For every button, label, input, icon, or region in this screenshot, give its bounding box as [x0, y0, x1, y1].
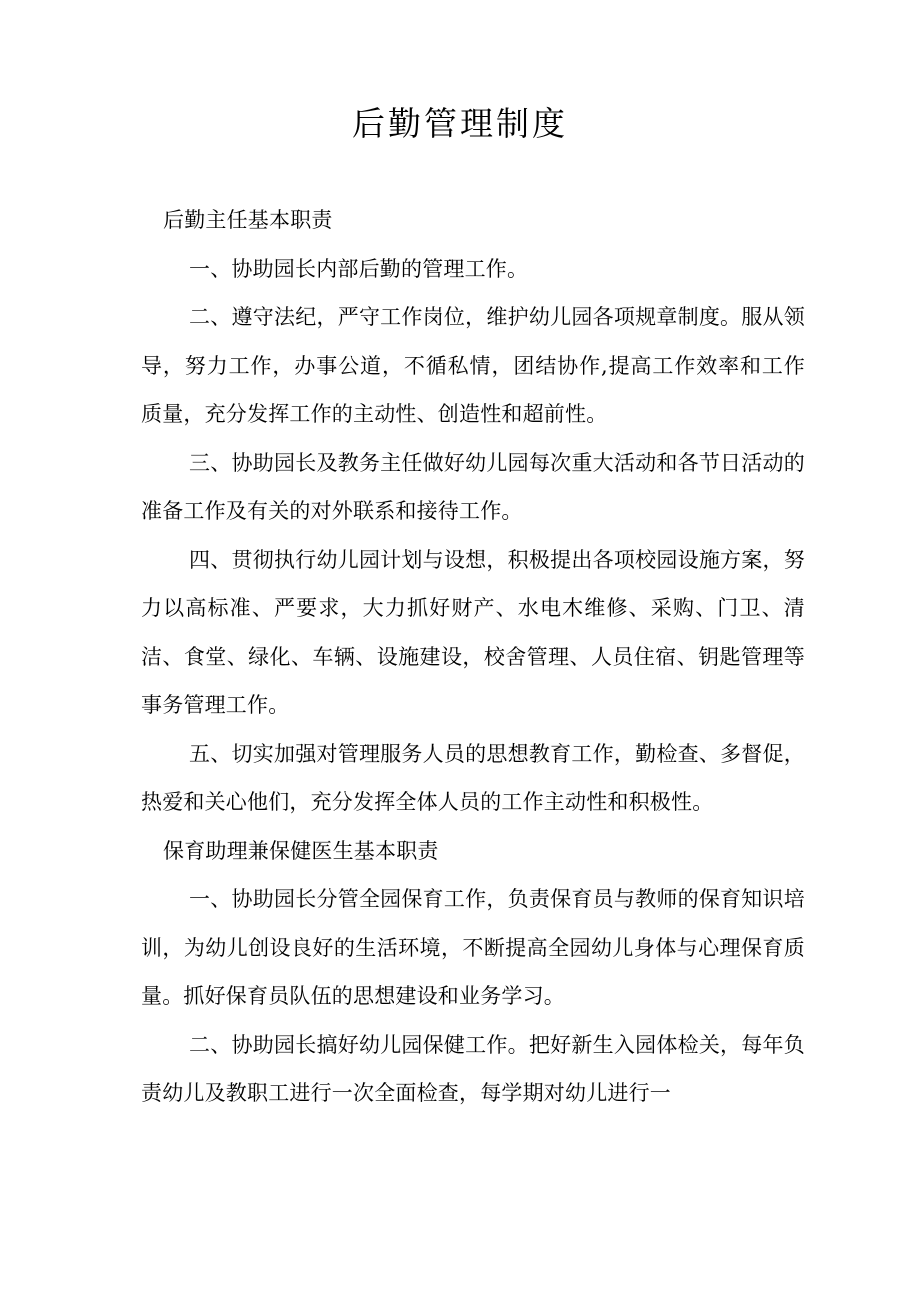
section-heading: 保育助理兼保健医生基本职责 [163, 838, 439, 863]
paragraph: 二、遵守法纪，严守工作岗位，维护幼儿园各项规章制度。服从领导，努力工作，办事公道，不循私情，团结协作,提高工作效率和工作质量，充分发挥工作的主动性、创造性和超前性。 [141, 305, 805, 426]
paragraph: 五、切实加强对管理服务人员的思想教育工作，勤检查、多督促，热爱和关心他们，充分发挥全体人员的工作主动性和积极性。 [141, 741, 805, 814]
document-body [141, 196, 805, 1118]
paragraph: 四、贯彻执行幼儿园计划与设想，积极提出各项校园设施方案，努力以高标准、严要求，大力抓好财产、水电木维修、采购、门卫、清洁、食堂、绿化、车辆、设施建设，校舍管理、人员住宿、钥匙管理等事务管理工作。 [141, 547, 805, 717]
paragraph: 一、协助园长内部后勤的管理工作。 [189, 256, 529, 281]
paragraph: 一、协助园长分管全园保育工作，负责保育员与教师的保育知识培训，为幼儿创设良好的生活环境，不断提高全园幼儿身体与心理保育质量。抓好保育员队伍的思想建设和业务学习。 [141, 887, 805, 1008]
document-title: 后勤管理制度 [352, 104, 568, 143]
section-heading: 后勤主任基本职责 [163, 208, 333, 232]
paragraph: 三、协助园长及教务主任做好幼儿园每次重大活动和各节日活动的准备工作及有关的对外联系和接待工作。 [141, 450, 805, 523]
paragraph: 二、协助园长搞好幼儿园保健工作。把好新生入园体检关，每年负责幼儿及教职工进行一次全面检查，每学期对幼儿进行一 [141, 1032, 805, 1105]
